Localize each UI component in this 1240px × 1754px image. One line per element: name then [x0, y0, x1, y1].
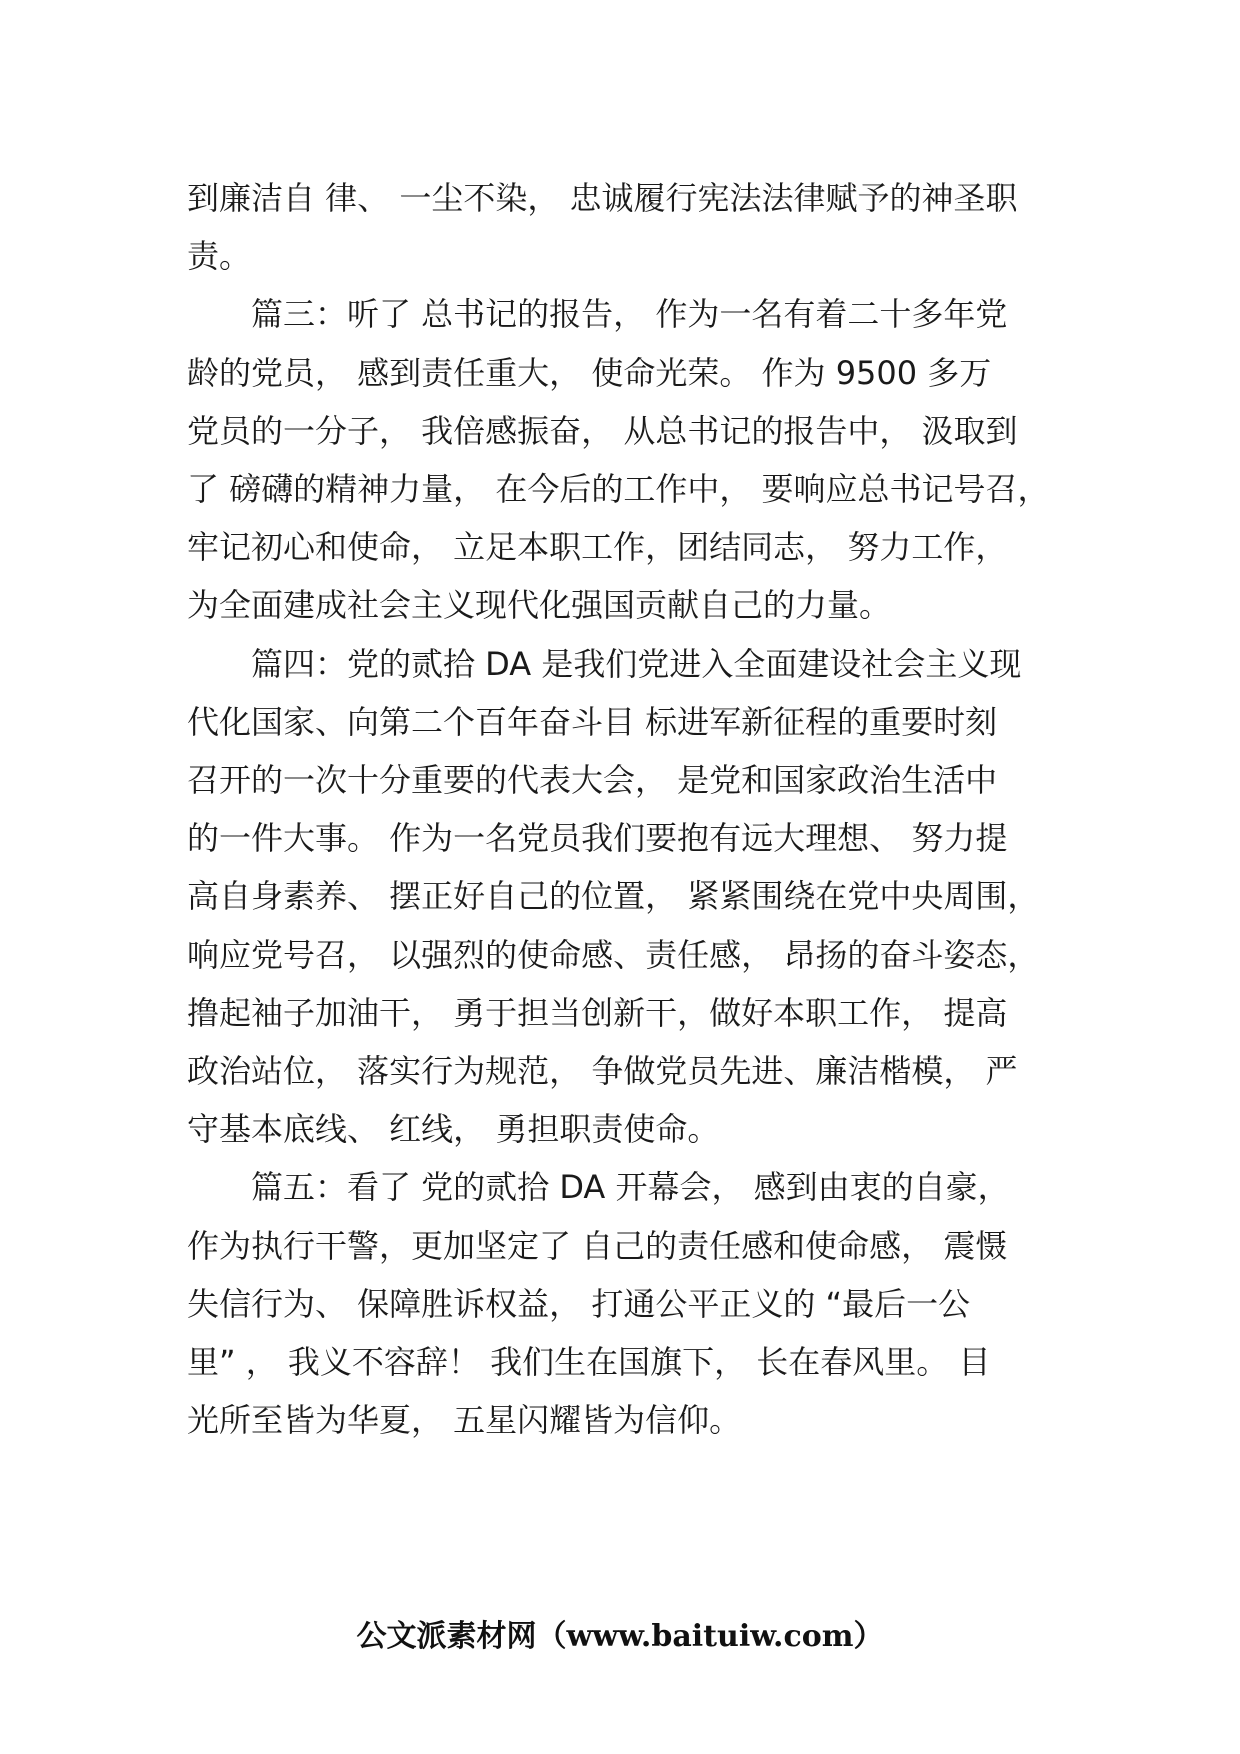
footer-source: 公文派素材网（www.baituiw.com）	[356, 1619, 884, 1654]
text-line: 篇三：听了 总书记的报告， 作为一名有着二十多年党	[187, 295, 1008, 334]
text-line: 作为执行干警，更加坚定了 自己的责任感和使命感， 震慑	[187, 1226, 1008, 1265]
text-line: 党员的一分子， 我倍感振奋， 从总书记的报告中， 汲取到	[187, 411, 1018, 450]
text-line: 政治站位， 落实行为规范， 争做党员先进、廉洁楷模， 严	[187, 1052, 1018, 1090]
text-line: 光所至皆为华夏， 五星闪耀皆为信仰。	[187, 1401, 742, 1440]
text-line: 的一件大事。 作为一名党员我们要抱有远大理想、 努力提	[187, 819, 1008, 858]
text-line: 为全面建成社会主义现代化强国贡献自己的力量。	[187, 586, 892, 625]
text-line: 高自身素养、 摆正好自己的位置， 紧紧围绕在党中央周围，	[187, 877, 1040, 916]
text-line: 了 磅礴的精神力量， 在今后的工作中， 要响应总书记号召，	[187, 470, 1050, 508]
text-line: 响应党号召， 以强烈的使命感、责任感， 昂扬的奋斗姿态，	[187, 935, 1040, 974]
text-line: 代化国家、向第二个百年奋斗目 标进军新征程的重要时刻	[187, 702, 998, 741]
text-line: 失信行为、 保障胜诉权益， 打通公平正义的 “最后一公	[187, 1284, 971, 1323]
text-line: 召开的一次十分重要的代表大会， 是党和国家政治生活中	[187, 761, 998, 799]
text-line: 里” ， 我义不容辞！ 我们生在国旗下， 长在春风里。 目	[187, 1343, 991, 1381]
text-line: 篇四：党的贰拾 DA 是我们党进入全面建设社会主义现	[187, 644, 1022, 683]
text-line: 撸起袖子加油干， 勇于担当创新干，做好本职工作， 提高	[187, 993, 1008, 1032]
text-line: 守基本底线、 红线， 勇担职责使命。	[187, 1110, 720, 1149]
text-line: 龄的党员， 感到责任重大， 使命光荣。 作为 9500 多万	[187, 353, 992, 392]
text-line: 责。	[187, 237, 252, 276]
text-line: 篇五：看了 党的贰拾 DA 开幕会， 感到由衷的自豪，	[187, 1168, 1010, 1207]
text-line: 到廉洁自 律、 一尘不染， 忠诚履行宪法法律赋予的神圣职	[187, 179, 1018, 217]
text-line: 牢记初心和使命， 立足本职工作，团结同志， 努力工作，	[187, 528, 1008, 567]
